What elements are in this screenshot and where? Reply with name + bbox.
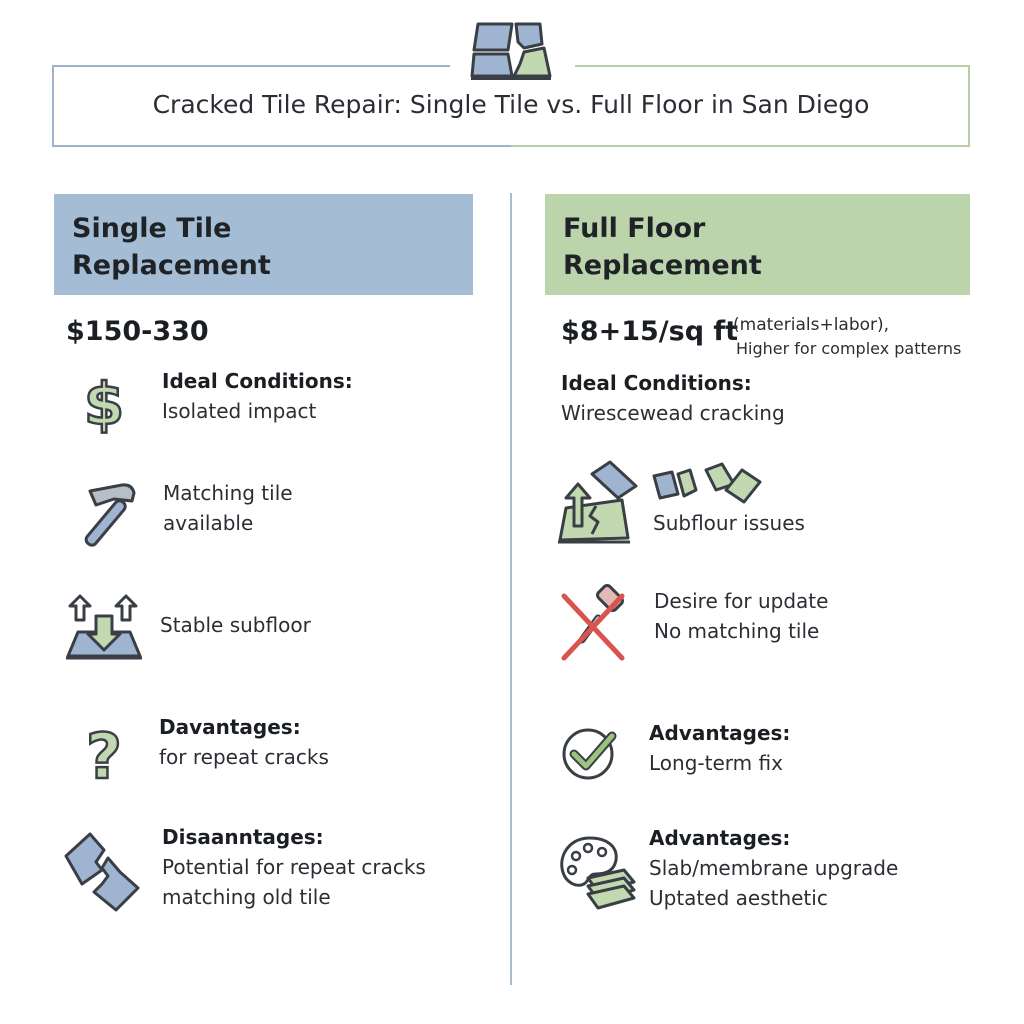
full-floor-item-1 [561,368,785,428]
item-line: Desire for update [654,589,829,613]
item-line: No matching tile [654,619,820,643]
svg-text:?: ? [86,720,122,792]
item-line: Matching tile [163,481,293,505]
column-divider [510,193,512,985]
single-tile-price: $150-330 [66,316,209,347]
item-line: for repeat cracks [159,745,329,769]
full-floor-header-line-1: Full Floor [563,213,706,244]
full-floor-price-note [733,314,961,360]
full-floor-item-3 [654,586,828,646]
check-circle-icon [558,714,638,794]
question-icon [64,712,144,792]
single-tile-item-5 [162,822,426,912]
item-heading: Ideal Conditions: [561,371,752,395]
page-title: Cracked Tile Repair: Single Tile vs. Full Floor in San Diego [152,90,870,119]
item-line: matching old tile [162,885,331,909]
broken-tile-icon [62,832,142,912]
full-floor-header [545,194,970,295]
item-line: Potential for repeat cracks [162,855,426,879]
item-heading: Disaanntages: [162,825,324,849]
hammer-icon [68,475,148,555]
palette-icon [558,832,638,912]
price-note-line-1: (materials+labor), [733,315,890,335]
item-heading: Davantages: [159,715,301,739]
full-floor-price: $8+15/sq ft [561,316,739,347]
single-tile-item-4 [159,712,329,772]
tiles-logo-icon [468,20,554,82]
item-heading: Advantages: [649,826,791,850]
single-tile-header-line-1: Single Tile [72,213,232,244]
item-heading: Advantages: [649,721,791,745]
item-line: Long-term fix [649,751,783,775]
full-floor-item-4 [649,718,790,778]
single-tile-item-2 [163,478,293,538]
full-floor-item-5 [649,823,898,913]
item-line: available [163,511,254,535]
single-tile-item-1 [162,366,353,426]
price-note-line-2: Higher for complex patterns [736,339,962,358]
svg-text:$: $ [83,370,125,438]
single-tile-header-line-2: Replacement [72,250,271,281]
item-line: Slab/membrane upgrade [649,856,899,880]
full-floor-item-2 [653,508,805,538]
single-tile-header [54,194,473,295]
item-heading: Ideal Conditions: [162,369,353,393]
item-line: Stable subfloor [160,613,311,637]
item-line: Isolated impact [162,399,317,423]
item-line: Wirescewead cracking [561,401,785,425]
subfloor-arrows-icon [64,590,144,670]
full-floor-header-line-2: Replacement [563,250,762,281]
dollar-icon [64,364,144,444]
item-line: Uptated aesthetic [649,886,828,910]
item-line: Subflour issues [653,511,805,535]
crossed-roller-icon [558,584,638,664]
single-tile-item-3 [160,610,311,640]
